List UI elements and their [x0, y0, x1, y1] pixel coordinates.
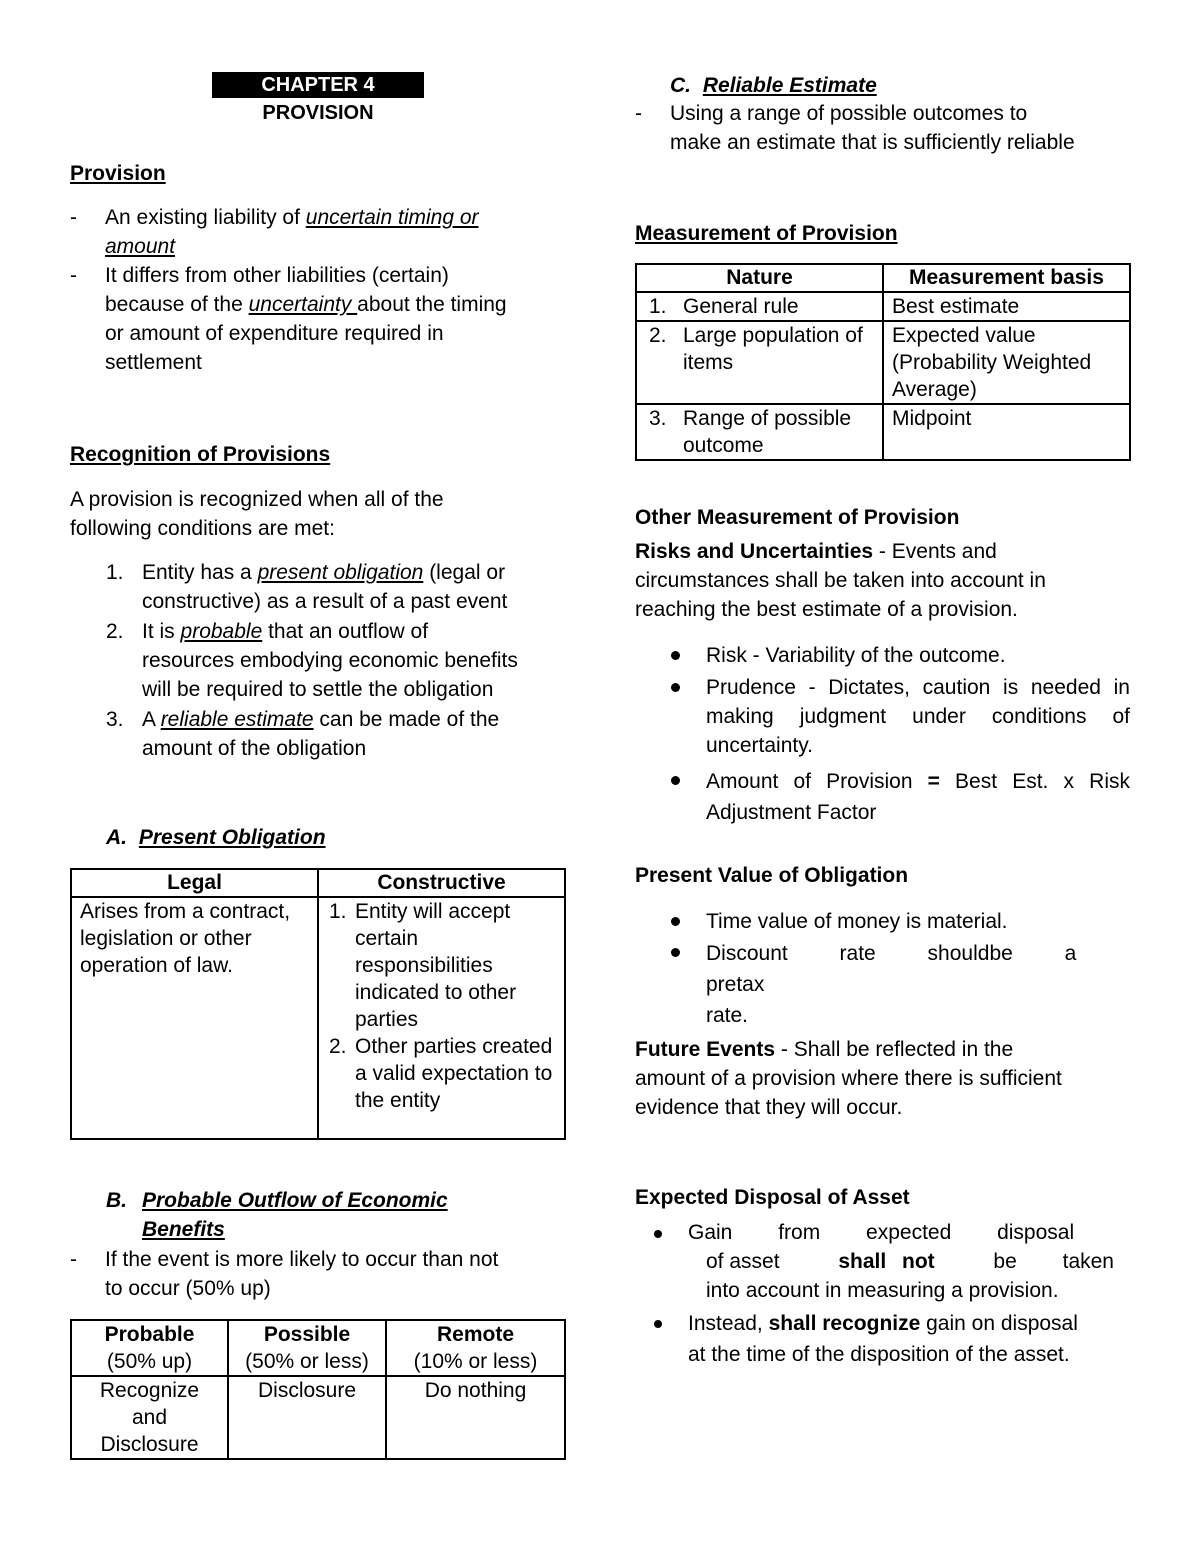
section-b-title: Benefits: [142, 1218, 225, 1241]
legal-cell: Arises from a contract, legislation or other operation of law.: [71, 897, 318, 1139]
text: resources embodying economic benefits: [142, 649, 518, 672]
chapter-title: PROVISION: [262, 102, 374, 124]
provision-heading: Provision: [70, 162, 166, 185]
text: Instead,: [688, 1312, 769, 1335]
text: to occur (50% up): [105, 1277, 271, 1300]
text: or amount of expenditure required in: [105, 322, 444, 345]
risk-bullet-3: [671, 766, 1131, 828]
pv-bullet-2: [671, 938, 1131, 1027]
emphasis: shall recognize: [768, 1312, 921, 1335]
pv-bullet-1: [671, 907, 1131, 937]
text: at the time of the disposition of the asset.: [688, 1343, 1070, 1366]
basis-cell-2: Expected value (Probability Weighted Average): [883, 321, 1130, 404]
text: Entity will accept certain responsibilities indicated to other parties: [355, 900, 517, 1031]
cell-remote: Do nothing: [386, 1376, 565, 1459]
text: Large population of items: [683, 324, 863, 374]
probability-table: [70, 1319, 566, 1460]
text: If the event is more likely to occur than not: [105, 1248, 499, 1271]
text: constructive) as a result of a past event: [142, 590, 508, 613]
provision-bullet-1: - An existing liability of uncertain timing or amount: [70, 206, 479, 258]
text: Discount rate shouldbe a pretax: [706, 942, 1077, 996]
text: evidence that they will occur.: [635, 1096, 903, 1119]
nature-cell-1: 1. General rule: [636, 292, 883, 321]
condition-3: 3. A reliable estimate can be made of the amount of the obligation: [106, 708, 500, 760]
section-c-title: Reliable Estimate: [702, 74, 877, 97]
emphasis: probable: [180, 620, 263, 643]
text: amount of a provision where there is sufficient: [635, 1067, 1062, 1090]
text: into account in measuring a provision.: [706, 1279, 1059, 1302]
emphasis: uncertain timing or: [305, 206, 479, 229]
risk-bullet-1: [671, 641, 1131, 671]
section-b-bullet: - If the event is more likely to occur than not to occur (50% up): [70, 1248, 499, 1300]
disposal-heading: Expected Disposal of Asset: [635, 1186, 910, 1209]
text: Range of possible outcome: [683, 407, 852, 457]
section-a-title: Present Obligation: [138, 826, 326, 849]
text: Prudence - Dictates, caution is needed in: [706, 676, 1130, 699]
text: make an estimate that is sufficiently reliable: [670, 131, 1075, 154]
header-nature: Nature: [636, 264, 883, 292]
section-c-letter: C.: [670, 74, 691, 97]
text: Amount of Provision: [706, 770, 928, 793]
emphasis: reliable estimate: [160, 708, 314, 731]
recognition-intro: [70, 485, 444, 543]
basis-cell-3: Midpoint: [883, 404, 1130, 460]
obligation-table: [70, 868, 566, 1140]
condition-2: 2. It is probable that an outflow of resources embodying economic benefits will be required to settle the obligation: [106, 620, 518, 701]
present-value-heading: Present Value of Obligation: [635, 864, 909, 887]
text: It is: [142, 620, 181, 643]
header-legal: Legal: [71, 869, 318, 897]
text: Risk - Variability of the outcome.: [706, 644, 1006, 667]
risks-paragraph: [635, 537, 1135, 624]
text: uncertainty.: [706, 734, 813, 757]
text: - Events and: [873, 540, 997, 563]
text: Probable: [104, 1323, 195, 1346]
header-measurement-basis: Measurement basis: [883, 264, 1130, 292]
text: Adjustment Factor: [706, 801, 877, 824]
text: that an outflow of: [262, 620, 429, 643]
text: A: [142, 708, 161, 731]
header-remote: [386, 1320, 565, 1376]
nature-cell-3: 3. Range of possible outcome: [636, 404, 883, 460]
disposal-bullet-1: [654, 1218, 1134, 1308]
measurement-heading: Measurement of Provision: [635, 222, 898, 245]
emphasis: present obligation: [257, 561, 424, 584]
section-b-letter: B.: [106, 1189, 127, 1212]
text: Entity has a: [142, 561, 258, 584]
text: making judgment under conditions of: [706, 705, 1130, 728]
section-a-letter: A.: [106, 826, 127, 849]
text: Using a range of possible outcomes to: [670, 102, 1028, 125]
text: An existing liability of: [105, 206, 306, 229]
equals-sign: =: [927, 770, 940, 793]
emphasis: uncertainty: [248, 293, 358, 316]
risk-bullet-2: [671, 673, 1131, 763]
section-b-title: Probable Outflow of Economic: [142, 1189, 448, 1212]
emphasis: amount: [105, 235, 176, 258]
text: about the timing: [357, 293, 507, 316]
provision-bullet-2: - It differs from other liabilities (certain) because of the uncertainty about the timing or amount of expenditure required in settlement: [70, 264, 507, 374]
text: of asset: [706, 1250, 780, 1273]
text: amount of the obligation: [142, 737, 367, 760]
text: (legal or: [423, 561, 506, 584]
basis-cell-1: Best estimate: [883, 292, 1130, 321]
text: following conditions are met:: [70, 517, 335, 540]
text: settlement: [105, 351, 202, 374]
text: Other parties created a valid expectation to the entity: [355, 1035, 553, 1112]
text: be taken: [993, 1250, 1114, 1273]
section-c-bullet: - Using a range of possible outcomes to make an estimate that is sufficiently reliable: [635, 102, 1075, 154]
nature-cell-2: 2. Large population of items: [636, 321, 883, 404]
text: It differs from other liabilities (certain): [105, 264, 449, 287]
condition-1: 1. Entity has a present obligation (legal or constructive) as a result of a past event: [106, 561, 508, 613]
disposal-bullet-2: [654, 1308, 1134, 1370]
chapter-label: CHAPTER 4: [212, 72, 424, 98]
risks-label: Risks and Uncertainties: [635, 540, 874, 563]
text: circumstances shall be taken into account in: [635, 569, 1046, 592]
text: General rule: [683, 295, 799, 318]
text: will be required to settle the obligation: [142, 678, 494, 701]
section-c-heading: [670, 71, 877, 100]
text: can be made of the: [313, 708, 500, 731]
constructive-item-1: 1. Entity will accept certain responsibilities indicated to other parties: [329, 900, 517, 1031]
text: (50% or less): [245, 1350, 369, 1373]
measurement-table: [635, 263, 1131, 461]
cell-probable: Recognize and Disclosure: [71, 1376, 228, 1459]
text: reaching the best estimate of a provision.: [635, 598, 1018, 621]
future-events-paragraph: [635, 1035, 1135, 1122]
header-constructive: Constructive: [318, 869, 565, 897]
future-events-label: Future Events: [635, 1038, 776, 1061]
other-measurement-heading: Other Measurement of Provision: [635, 506, 960, 529]
text: Gain from expected disposal: [688, 1221, 1075, 1244]
recognition-heading: Recognition of Provisions: [70, 443, 331, 466]
text: Remote: [436, 1323, 515, 1346]
text: - Shall be reflected in the: [775, 1038, 1014, 1061]
text: Possible: [263, 1323, 351, 1346]
text: (10% or less): [413, 1350, 538, 1373]
text: rate.: [706, 1004, 749, 1027]
section-a-heading: [106, 823, 326, 852]
cell-possible: Disclosure: [228, 1376, 386, 1459]
header-possible: [228, 1320, 386, 1376]
text: A provision is recognized when all of the: [70, 488, 444, 511]
emphasis: shall not: [838, 1250, 935, 1273]
constructive-item-2: 2. Other parties created a valid expectation to the entity: [329, 1035, 553, 1112]
text: Best Est. x Risk: [939, 770, 1130, 793]
text: (50% up): [106, 1350, 193, 1373]
constructive-cell: [318, 897, 565, 1139]
text: Time value of money is material.: [706, 910, 1008, 933]
text: gain on disposal: [920, 1312, 1078, 1335]
text: because of the: [105, 293, 249, 316]
header-probable: [71, 1320, 228, 1376]
